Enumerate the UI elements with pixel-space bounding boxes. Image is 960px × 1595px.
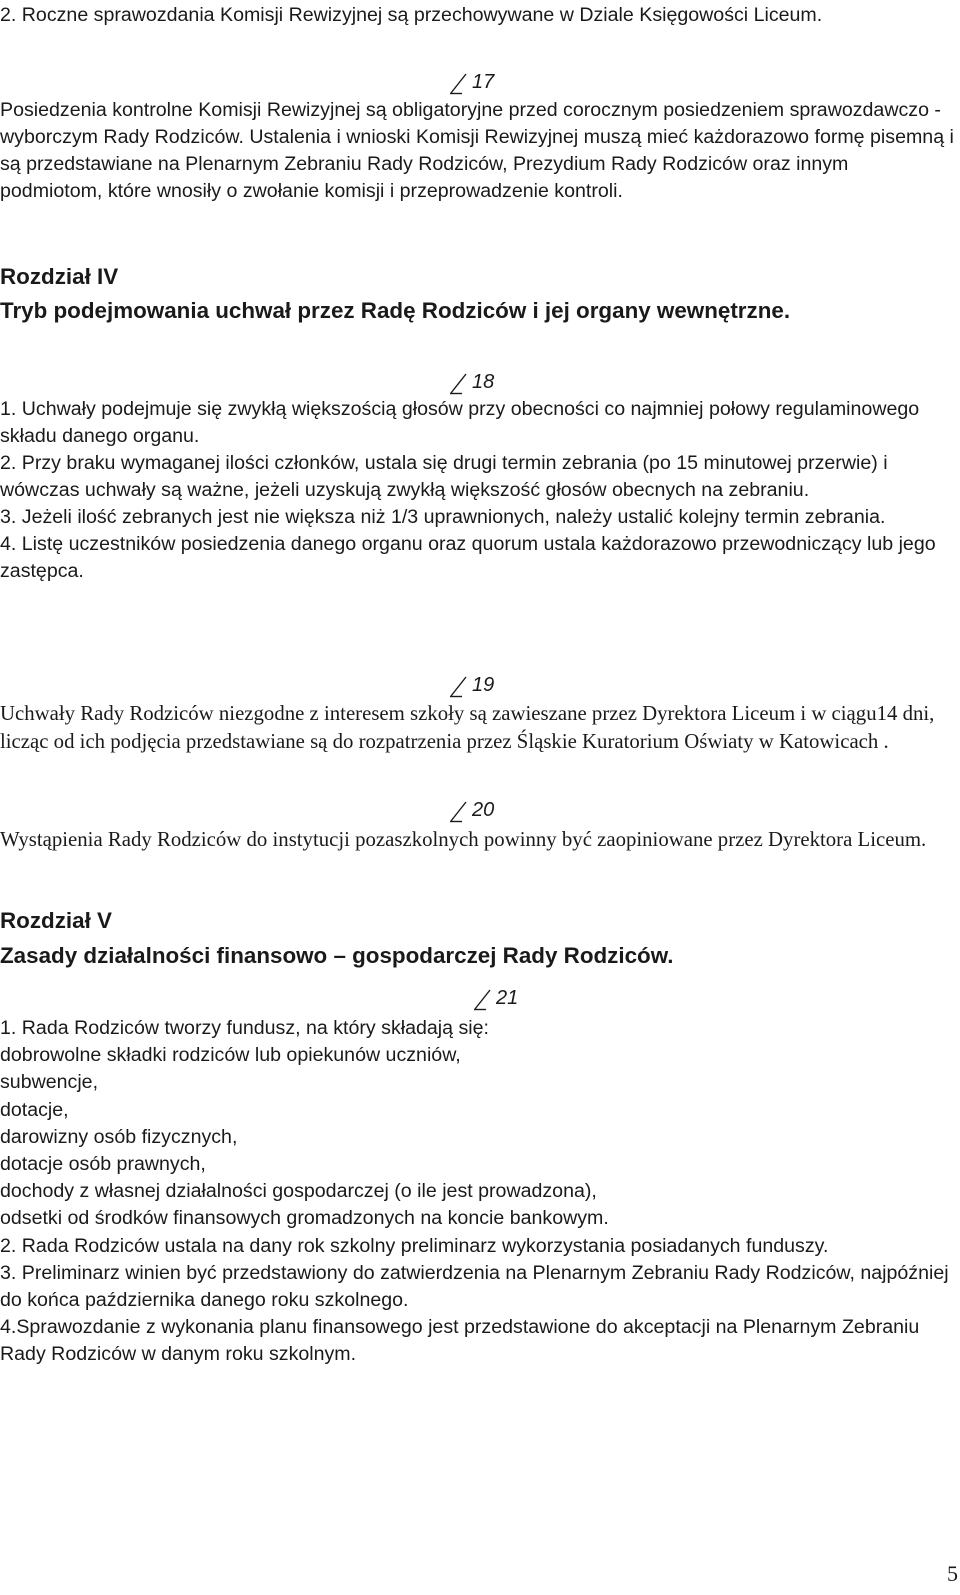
section-19-marker [450,673,494,697]
list-item: 4. Listę uczestników posiedzenia danego organu oraz quorum ustala każdorazowo przewodniczący lub jego zastępca. [0,533,936,582]
section-21-list [0,1015,955,1369]
list-item: dotacje osób prawnych, [0,1153,206,1176]
chapter-4-label: Rozdział IV [0,264,119,289]
list-item: 3. Preliminarz winien być przedstawiony do zatwierdzenia na Plenarnym Zebraniu Rady Rodziców, najpóźniej do końca października danego roku szkolnego. [0,1261,949,1312]
section-21-marker [474,986,518,1010]
chapter-4-title: Tryb podejmowania uchwał przez Radę Rodziców i jej organy wewnętrzne. [0,298,791,323]
section-17-marker [450,70,494,94]
section-20-text: Wystąpienia Rady Rodziców do instytucji pozaszkolnych powinny być zaopiniowane przez Dyrektora Liceum. [0,828,927,851]
section-18-marker [450,370,494,394]
section-20-marker [450,798,494,822]
paragraph-item-2: 2. Roczne sprawozdania Komisji Rewizyjnej są przechowywane w Dziale Księgowości Liceum. [0,4,823,26]
section-18-number: 18 [472,371,495,393]
section-17-number: 17 [472,71,495,93]
section-sign-icon [450,801,468,822]
section-21-number: 21 [496,987,519,1009]
section-19-number: 19 [472,674,495,696]
list-item: 3. Jeżeli ilość zebranych jest nie większa niż 1/3 uprawnionych, należy ustalić kolejny termin zebrania. [0,506,886,528]
section-18-list [0,396,955,585]
list-item: 2. Rada Rodziców ustala na dany rok szkolny preliminarz wykorzystania posiadanych funduszy. [0,1234,829,1257]
list-item: dotacje, [0,1098,69,1121]
section-sign-icon [474,989,492,1010]
section-sign-icon [450,73,468,94]
section-20-number: 20 [472,799,495,821]
section-17-text: Posiedzenia kontrolne Komisji Rewizyjnej są obligatoryjne przed corocznym posiedzeniem sprawozdawczo - wyborczym Rady Rodziców. Ustalenia i wnioski Komisji Rewizyjnej muszą mieć każdorazowo formę pisemną i są przedstawiane na Plenarnym Zebraniu Rady Rodziców, Prezydium Rady Rodziców oraz innym podmiotom, które wnosiły o zwołanie komisji i przeprowadzenie kontroli. [0,99,954,202]
list-item: darowizny osób fizycznych, [0,1125,238,1148]
list-item: dobrowolne składki rodziców lub opiekunów uczniów, [0,1044,461,1067]
page-number: 5 [947,1561,958,1586]
list-item: 1. Rada Rodziców tworzy fundusz, na który składają się: [0,1017,489,1039]
list-item: 4.Sprawozdanie z wykonania planu finansowego jest przedstawione do akceptacji na Plenarnym Zebraniu Rady Rodziców w danym roku szkolnym. [0,1316,920,1366]
section-19-text: Uchwały Rady Rodziców niezgodne z interesem szkoły są zawieszane przez Dyrektora Liceum i w ciągu14 dni, licząc od ich podjęcia przedstawiane są do rozpatrzenia przez Śląskie Kuratorium Oświaty w Katowicach . [0,702,935,753]
list-item: dochody z własnej działalności gospodarczej (o ile jest prowadzona), [0,1180,597,1203]
list-item: 1. Uchwały podejmuje się zwykłą większością głosów przy obecności co najmniej połowy regulaminowego składu danego organu. [0,398,920,447]
list-item: subwencje, [0,1071,99,1094]
section-sign-icon [450,676,468,697]
chapter-5-label: Rozdział V [0,908,112,933]
list-item: odsetki od środków finansowych gromadzonych na koncie bankowym. [0,1207,609,1230]
list-item: 2. Przy braku wymaganej ilości członków, ustala się drugi termin zebrania (po 15 minutowej przerwie) i wówczas uchwały są ważne, jeżeli uzyskują zwykłą większość głosów obecnych na zebraniu. [0,452,888,501]
section-sign-icon [450,373,468,394]
chapter-5-title: Zasady działalności finansowo – gospodarczej Rady Rodziców. [0,943,674,968]
